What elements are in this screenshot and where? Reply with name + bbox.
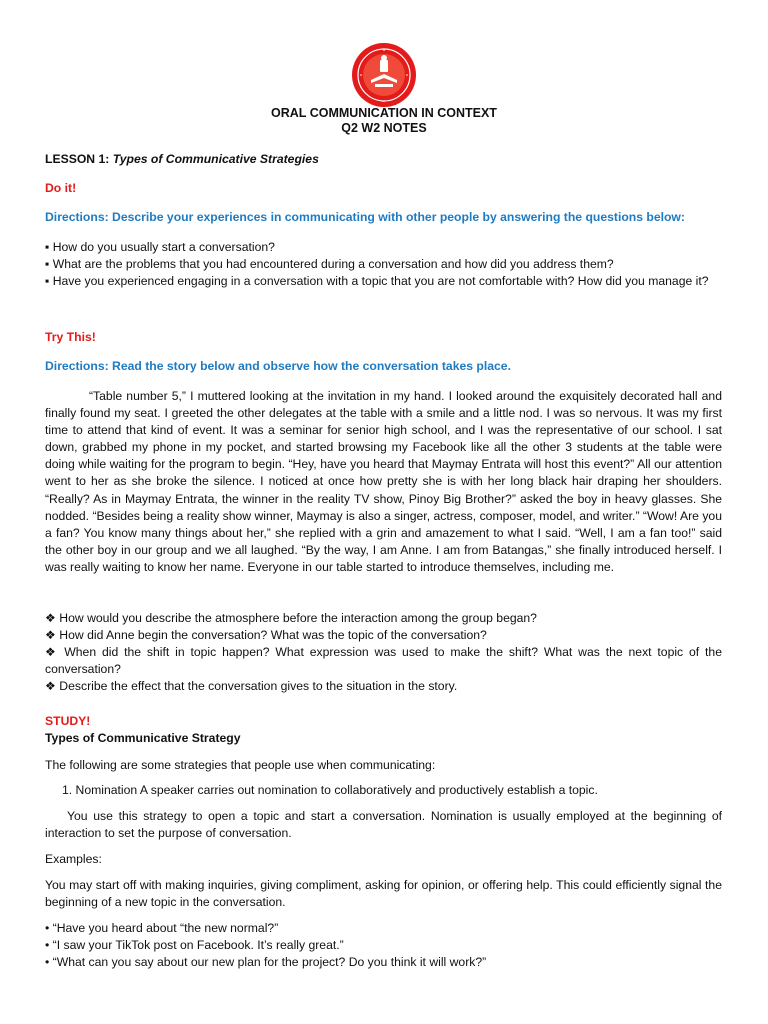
school-seal-logo <box>351 42 417 108</box>
lesson-name: Types of Communicative Strategies <box>112 152 319 166</box>
examples-list <box>45 920 722 971</box>
document-subtitle: Q2 W2 NOTES <box>341 121 427 135</box>
examples-label: Examples: <box>45 852 102 866</box>
try-this-directions: Directions: Read the story below and observe how the conversation takes place. <box>45 359 511 373</box>
do-it-questions <box>45 239 722 290</box>
list-item: • “What can you say about our new plan for the project? Do you think it will work?” <box>45 955 487 969</box>
list-item: ▪ How do you usually start a conversation? <box>45 240 275 254</box>
examples-description: You may start off with making inquiries, giving compliment, asking for opinion, or offering help. This could efficiently signal the beginning of a new topic in the conversation. <box>45 878 722 909</box>
list-item: • “I saw your TikTok post on Facebook. It’s really great.” <box>45 938 344 952</box>
list-item: ❖ Describe the effect that the conversation gives to the situation in the story. <box>45 679 458 693</box>
list-item: ❖ How did Anne begin the conversation? What was the topic of the conversation? <box>45 628 487 642</box>
nomination-description: You use this strategy to open a topic and start a conversation. Nomination is usually employed at the beginning of interaction to set the purpose of conversation. <box>45 809 722 840</box>
list-item: ❖ When did the shift in topic happen? What expression was used to make the shift? What was the next topic of the conversation? <box>45 645 722 676</box>
study-intro: The following are some strategies that people use when communicating: <box>45 758 436 772</box>
study-heading: STUDY! <box>45 714 91 728</box>
list-item: ▪ Have you experienced engaging in a conversation with a topic that you are not comfortable with? How did you manage it? <box>45 274 709 288</box>
list-item: ❖ How would you describe the atmosphere before the interaction among the group began? <box>45 611 537 625</box>
list-item: • “Have you heard about “the new normal?” <box>45 921 279 935</box>
story-questions <box>45 610 722 695</box>
list-item: ▪ What are the problems that you had encountered during a conversation and how did you address them? <box>45 257 614 271</box>
lesson-heading <box>45 151 722 168</box>
do-it-directions: Directions: Describe your experiences in communicating with other people by answering the questions below: <box>45 210 685 224</box>
study-subheading: Types of Communicative Strategy <box>45 731 241 745</box>
story-text: “Table number 5,” I muttered looking at the invitation in my hand. I looked around the exquisitely decorated hall and finally found my seat. I greeted the other delegates at the table with a smile and a little nod. I was so nervous. It was my first time to attend that kind of event. It was a seminar for senior high school, and I was the representative of our school. I sat down, grabbed my phone in my pocket, and started browsing my Facebook like all the other 3 students at the table were doing while waiting for the program to begin. “Hey, have you heard that Maymay Entrata will host this event?” All our attention went to her as she broke the silence. I noticed at once how pretty she is with her long black hair draping her shoulders. “Really? As in Maymay Entrata, the winner in the reality TV show, Pinoy Big Brother?” asked the boy in heavy glasses. She nodded. “Besides being a reality show winner, Maymay is also a singer, actress, composer, model, and writer.” “Wow! Are you a fan? You know many things about her,” she replied with a grin and amazement to what I said. “Well, I am a fan too!” said the other boy in our group and we all laughed. “By the way, I am Anne. I am from Batangas,” she finally introduced herself. I was really waiting to know her name. Everyone in our table started to introduce themselves, including me. <box>45 389 722 574</box>
try-this-heading: Try This! <box>45 330 96 344</box>
lesson-prefix: LESSON 1: <box>45 152 113 166</box>
document-title: ORAL COMMUNICATION IN CONTEXT <box>271 106 497 120</box>
strategy-item-nomination: 1. Nomination A speaker carries out nomination to collaboratively and productively establish a topic. <box>62 783 598 797</box>
do-it-heading: Do it! <box>45 181 77 195</box>
story-paragraph <box>45 388 722 576</box>
